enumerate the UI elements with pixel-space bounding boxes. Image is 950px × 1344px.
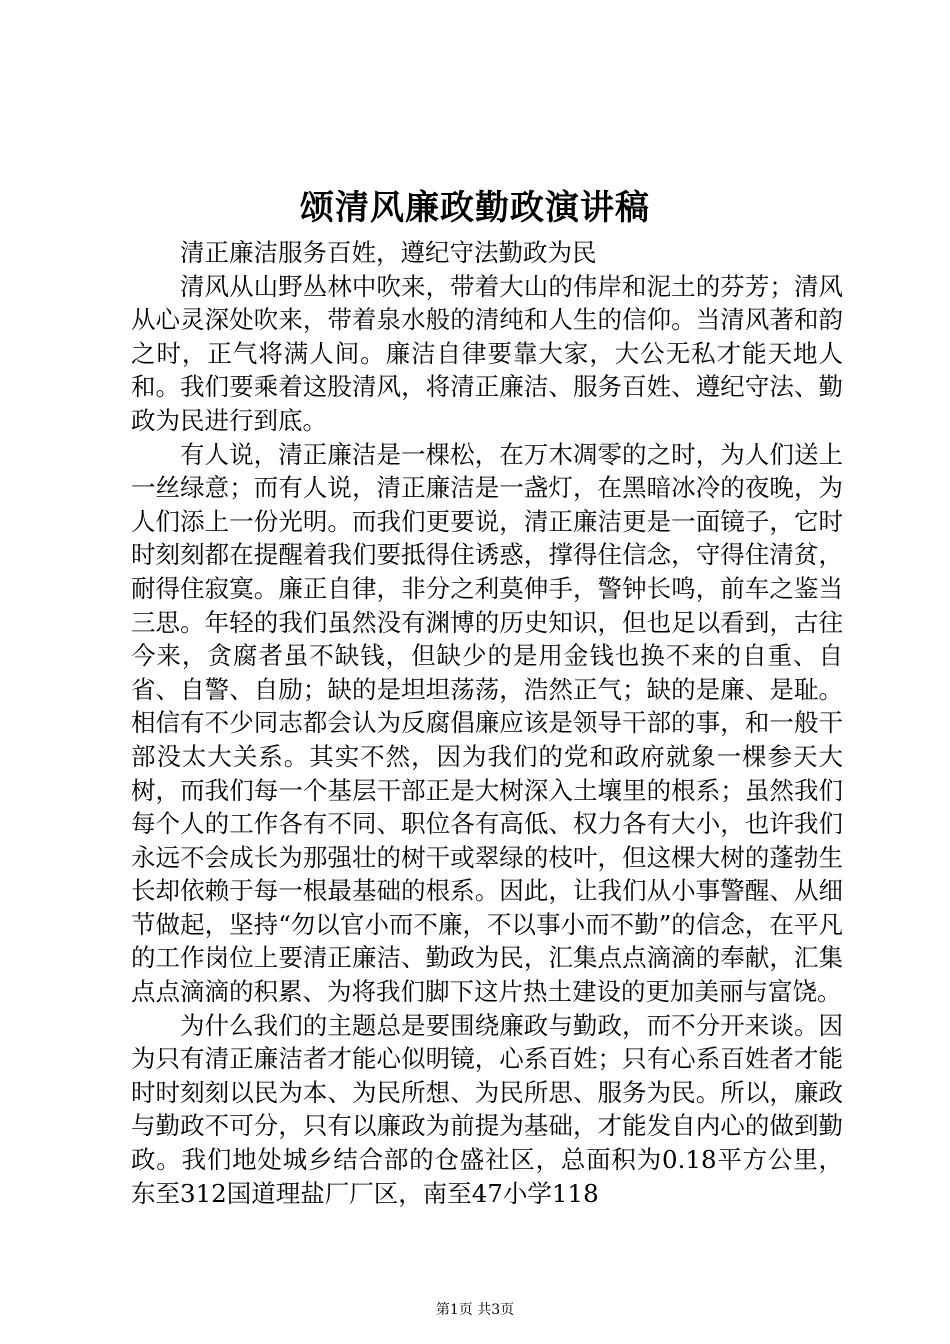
document-body — [131, 236, 843, 1210]
page-footer: 第1页 共3页 — [435, 1302, 515, 1318]
body-paragraph: 为什么我们的主题总是要围绕廉政与勤政，而不分开来谈。因为只有清正廉洁者才能心似明镜，心系百姓；只有心系百姓者才能时时刻刻以民为本、为民所想、为民所思、服务为民。所以，廉政与勤政不可分，只有以廉政为前提为基础，才能发自内心的做到勤政。我们地处城乡结合部的仓盛社区，总面积为0.18平方公里，东至312国道理盐厂厂区，南至47小学118 — [131, 1010, 843, 1208]
document-title: 颂清风廉政勤政演讲稿 — [300, 188, 650, 228]
body-paragraph: 清正廉洁服务百姓，遵纪守法勤政为民 — [180, 238, 597, 267]
body-paragraph: 清风从山野丛林中吹来，带着大山的伟岸和泥土的芬芳；清风从心灵深处吹来，带着泉水般的清纯和人生的信仰。当清风著和韵之时，正气将满人间。廉洁自律要靠大家，大公无私才能天地人和。我们要乘着这股清风，将清正廉洁、服务百姓、遵纪守法、勤政为民进行到底。 — [131, 271, 843, 435]
body-paragraph: 有人说，清正廉洁是一棵松，在万木凋零的之时，为人们送上一丝绿意；而有人说，清正廉洁是一盏灯，在黑暗冰冷的夜晚，为人们添上一份光明。而我们更要说，清正廉洁更是一面镜子，它时时刻刻都在提醒着我们要抵得住诱惑，撑得住信念，守得住清贫，耐得住寂寞。廉正自律，非分之利莫伸手，警钟长鸣，前车之鉴当三思。年轻的我们虽然没有渊博的历史知识，但也足以看到，古往今来，贪腐者虽不缺钱，但缺少的是用金钱也换不来的自重、自省、自警、自励；缺的是坦坦荡荡，浩然正气；缺的是廉、是耻。相信有不少同志都会认为反腐倡廉应该是领导干部的事，和一般干部没太大关系。其实不然，因为我们的党和政府就象一棵参天大树，而我们每一个基层干部正是大树深入土壤里的根系；虽然我们每个人的工作各有不同、职位各有高低、权力各有大小，也许我们永远不会成长为那强壮的树干或翠绿的枝叶，但这棵大树的蓬勃生长却依赖于每一根最基础的根系。因此，让我们从小事警醒、从细节做起，坚持“勿以官小而不廉，不以事小而不勤”的信念，在平凡的工作岗位上要清正廉洁、勤政为民，汇集点点滴滴的奉献，汇集点点滴滴的积累、为将我们脚下这片热土建设的更加美丽与富饶。 — [131, 439, 843, 1007]
